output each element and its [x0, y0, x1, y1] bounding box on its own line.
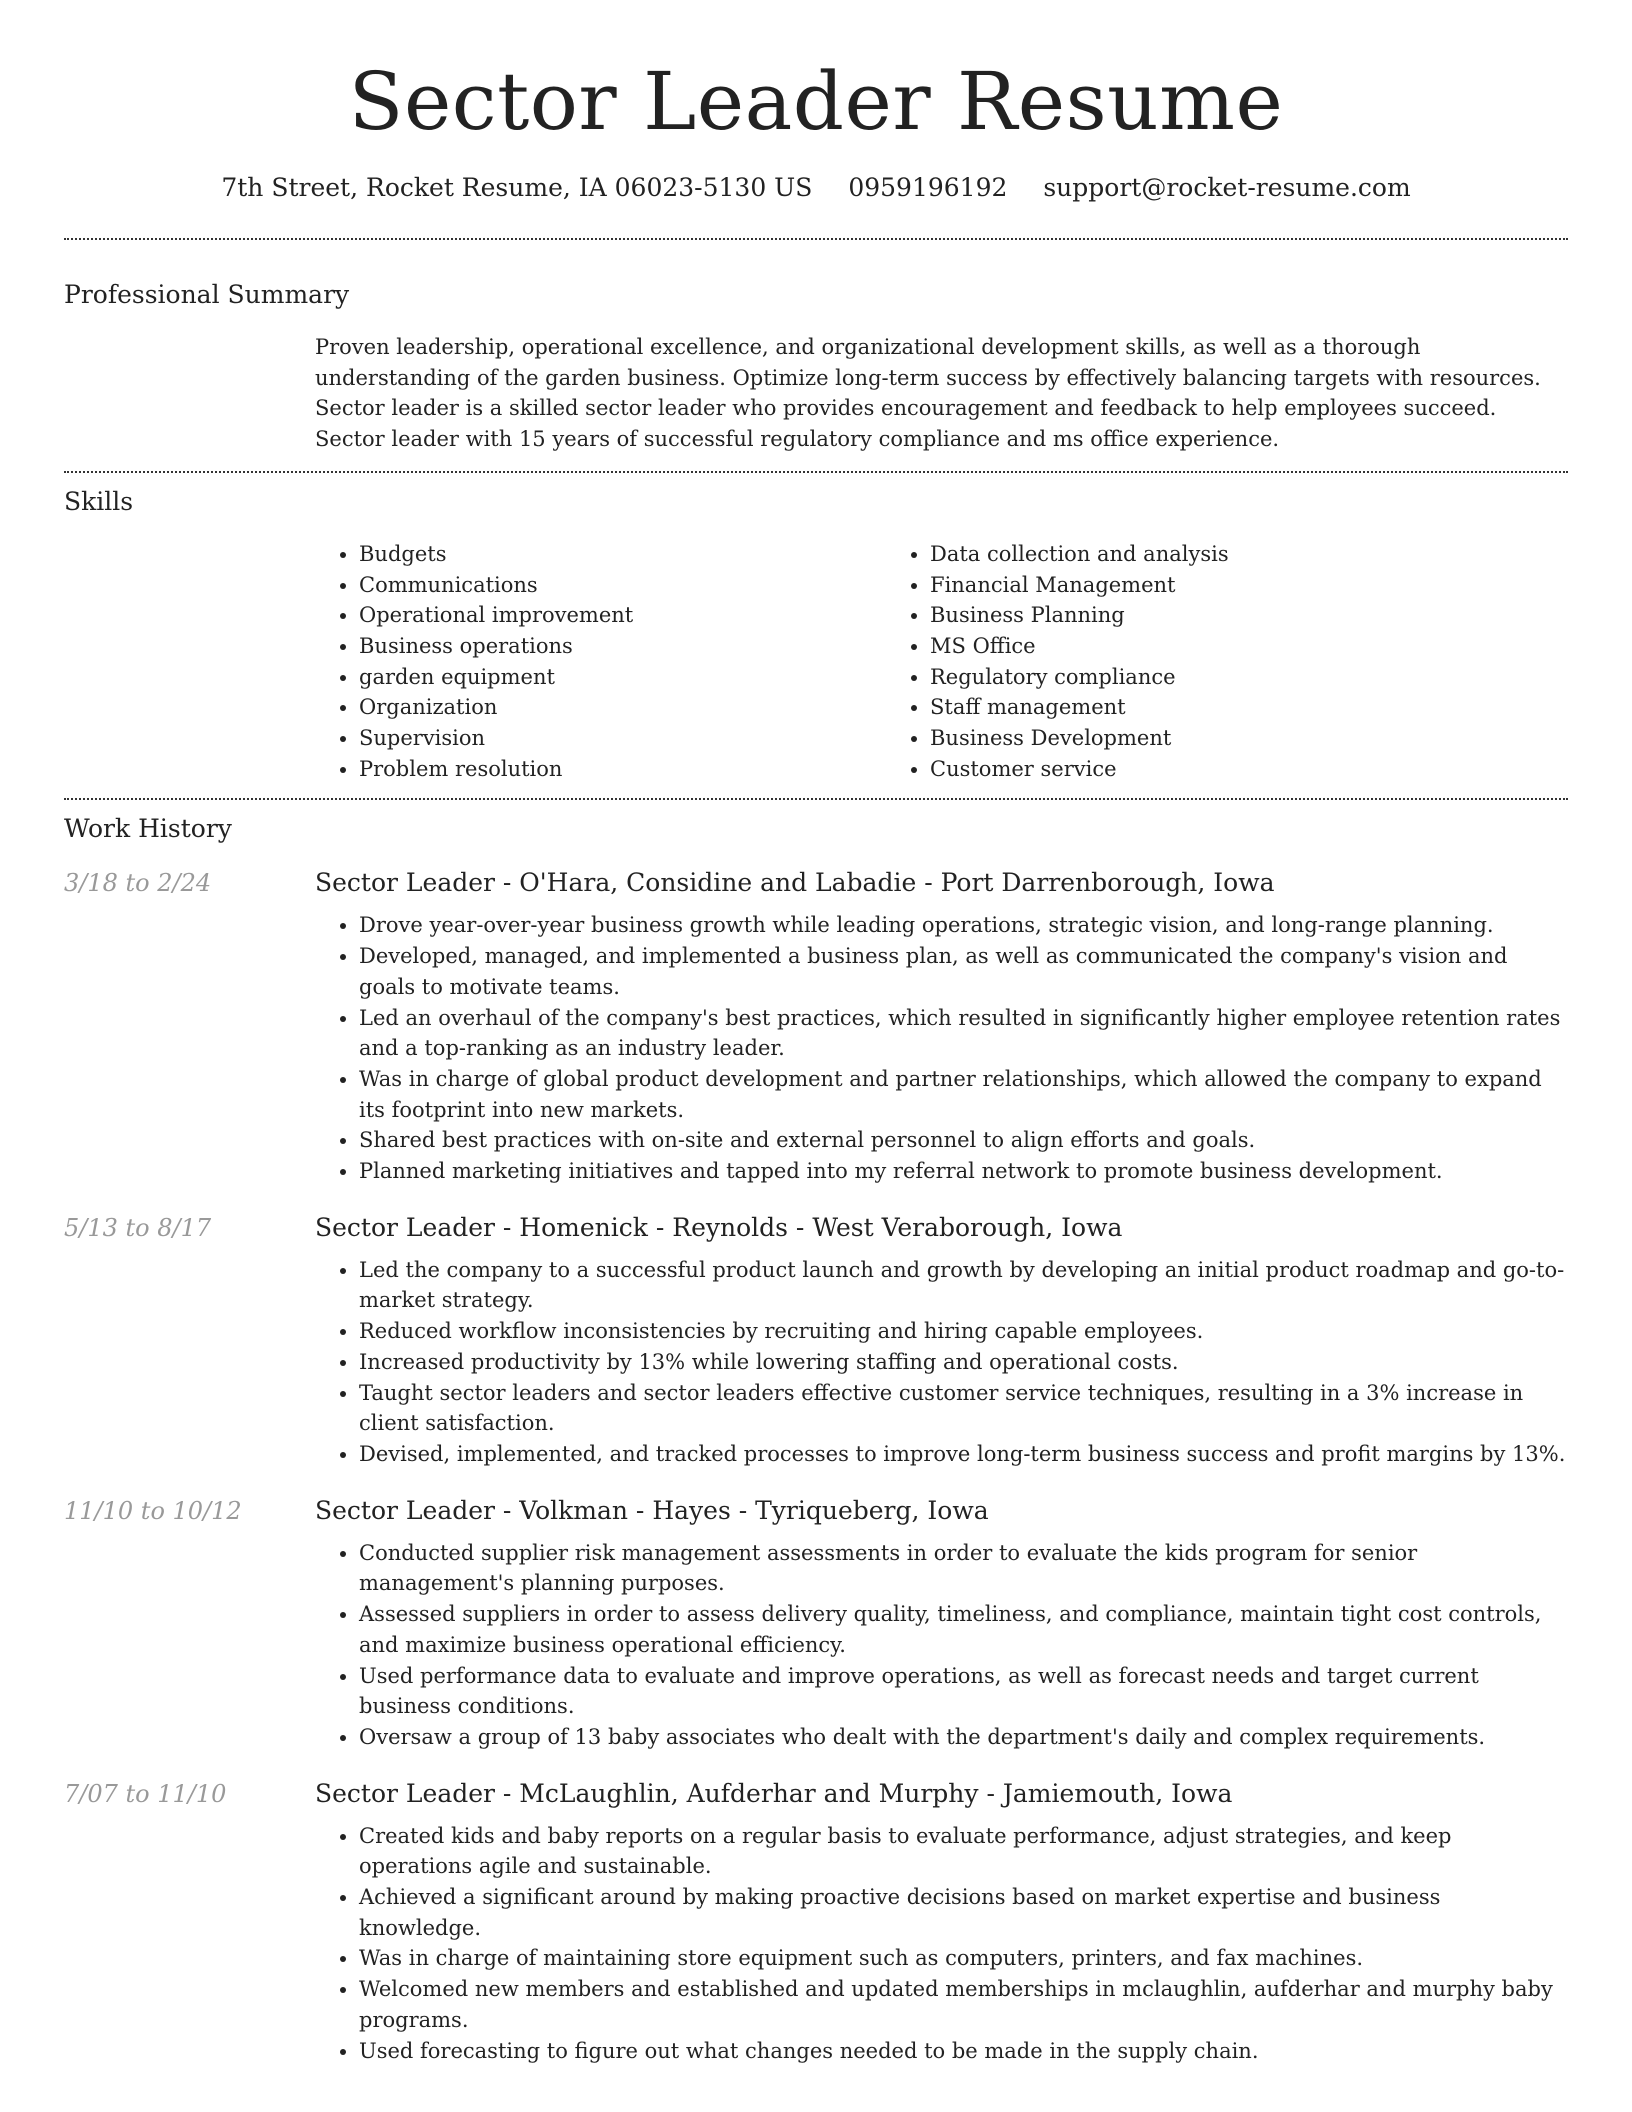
section-divider	[64, 798, 1568, 800]
contact-email: support@rocket-resume.com	[1043, 173, 1411, 202]
skills-column-left	[315, 539, 886, 785]
skill-item: • MS Office	[930, 631, 1457, 662]
skill-item: • Business operations	[359, 631, 886, 662]
job-bullet: • Was in charge of global product development and partner relationships, which allowed the company to expand its footprint into new markets.	[359, 1064, 1568, 1125]
job-bullet: • Welcomed new members and established and updated memberships in mclaughlin, aufderhar and murphy baby programs.	[359, 1974, 1568, 2035]
job-bullet: • Achieved a significant around by making proactive decisions based on market expertise and business knowledge.	[359, 1882, 1568, 1943]
job-bullet: • Assessed suppliers in order to assess delivery quality, timeliness, and compliance, maintain tight cost controls, and maximize business operational efficiency.	[359, 1599, 1568, 1660]
skill-item: • Financial Management	[930, 570, 1457, 601]
skill-item: • Customer service	[930, 754, 1457, 785]
job-heading: Sector Leader - Homenick - Reynolds - West Veraborough, Iowa	[315, 1212, 1123, 1242]
skills-heading: Skills	[64, 486, 134, 516]
resume-page	[64, 0, 1568, 2066]
job-bullet: • Was in charge of maintaining store equipment such as computers, printers, and fax machines.	[359, 1943, 1568, 1974]
job-bullet: • Drove year-over-year business growth while leading operations, strategic vision, and long-range planning.	[359, 910, 1568, 941]
job-heading: Sector Leader - O'Hara, Considine and Labadie - Port Darrenborough, Iowa	[315, 868, 1275, 898]
contact-phone: 0959196192	[848, 173, 1008, 202]
job-bullets	[315, 1821, 1568, 2067]
job-date: 7/07 to 11/10	[64, 1779, 227, 1808]
job-heading: Sector Leader - McLaughlin, Aufderhar and Murphy - Jamiemouth, Iowa	[315, 1778, 1233, 1808]
job-bullet: • Oversaw a group of 13 baby associates who dealt with the department's daily and complex requirements.	[359, 1722, 1568, 1753]
job-bullet: • Increased productivity by 13% while lowering staffing and operational costs.	[359, 1347, 1568, 1378]
job-bullet: • Led the company to a successful product launch and growth by developing an initial product roadmap and go-to-market strategy.	[359, 1255, 1568, 1316]
skill-item: • Operational improvement	[359, 600, 886, 631]
job-entry	[64, 866, 1568, 1186]
skill-item: • Staff management	[930, 692, 1457, 723]
skills-column-right	[886, 539, 1457, 785]
job-body	[315, 1211, 1568, 1470]
job-bullet: • Shared best practices with on-site and external personnel to align efforts and goals.	[359, 1125, 1568, 1156]
job-entry	[64, 1777, 1568, 2067]
job-heading: Sector Leader - Volkman - Hayes - Tyriqueberg, Iowa	[315, 1495, 989, 1525]
section-divider	[64, 471, 1568, 473]
job-bullets	[315, 1538, 1568, 1753]
job-bullets	[315, 1255, 1568, 1470]
job-bullet: • Devised, implemented, and tracked processes to improve long-term business success and profit margins by 13%.	[359, 1439, 1568, 1470]
skill-item: • garden equipment	[359, 662, 886, 693]
job-date: 5/13 to 8/17	[64, 1213, 212, 1242]
job-entry	[64, 1494, 1568, 1753]
skill-item: • Problem resolution	[359, 754, 886, 785]
resume-title: Sector Leader Resume	[348, 55, 1284, 148]
skill-item: • Supervision	[359, 723, 886, 754]
skill-item: • Communications	[359, 570, 886, 601]
work-history-heading: Work History	[64, 814, 232, 844]
skill-item: • Budgets	[359, 539, 886, 570]
job-bullet: • Reduced workflow inconsistencies by recruiting and hiring capable employees.	[359, 1316, 1568, 1347]
work-history-list	[64, 866, 1568, 2066]
job-bullet: • Used performance data to evaluate and improve operations, as well as forecast needs and target current business conditions.	[359, 1661, 1568, 1722]
job-bullet: • Used forecasting to figure out what changes needed to be made in the supply chain.	[359, 2036, 1568, 2067]
skill-item: • Data collection and analysis	[930, 539, 1457, 570]
job-bullet: • Led an overhaul of the company's best practices, which resulted in significantly higher employee retention rates and a top-ranking as an industry leader.	[359, 1003, 1568, 1064]
job-body	[315, 866, 1568, 1186]
job-bullets	[315, 910, 1568, 1186]
contact-line	[64, 172, 1568, 204]
skill-item: • Business Planning	[930, 600, 1457, 631]
summary-heading: Professional Summary	[64, 280, 350, 309]
job-bullet: • Conducted supplier risk management assessments in order to evaluate the kids program for senior management's planning purposes.	[359, 1538, 1568, 1599]
job-bullet: • Created kids and baby reports on a regular basis to evaluate performance, adjust strategies, and keep operations agile and sustainable.	[359, 1821, 1568, 1882]
summary-text: Proven leadership, operational excellence, and organizational development skills, as well as a thorough understanding of the garden business. Optimize long-term success by effectively balancing targets with resources. Sector leader is a skilled sector leader who provides encouragement and feedback to help employees succeed. Sector leader with 15 years of successful regulatory compliance and ms office experience.	[315, 335, 1541, 452]
job-date: 11/10 to 10/12	[64, 1496, 242, 1525]
contact-address: 7th Street, Rocket Resume, IA 06023-5130 US	[221, 173, 813, 202]
job-bullet: • Developed, managed, and implemented a business plan, as well as communicated the company's vision and goals to motivate teams.	[359, 941, 1568, 1002]
skill-item: • Business Development	[930, 723, 1457, 754]
skill-item: • Organization	[359, 692, 886, 723]
job-bullet: • Planned marketing initiatives and tapped into my referral network to promote business development.	[359, 1156, 1568, 1187]
job-bullet: • Taught sector leaders and sector leaders effective customer service techniques, resulting in a 3% increase in client satisfaction.	[359, 1378, 1568, 1439]
job-date: 3/18 to 2/24	[64, 869, 212, 898]
section-divider	[64, 238, 1568, 240]
job-body	[315, 1494, 1568, 1753]
skill-item: • Regulatory compliance	[930, 662, 1457, 693]
skills-list	[315, 539, 1568, 785]
job-entry	[64, 1211, 1568, 1470]
job-body	[315, 1777, 1568, 2067]
